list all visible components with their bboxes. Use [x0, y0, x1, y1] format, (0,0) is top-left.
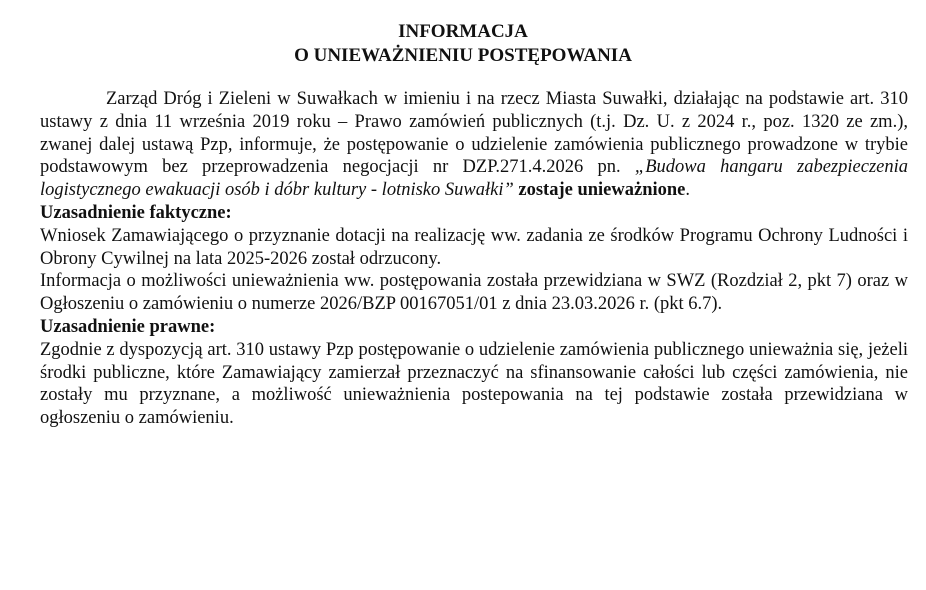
legal-heading: Uzasadnienie prawne:	[40, 316, 216, 337]
legal-paragraph: Zgodnie z dyspozycją art. 310 ustawy Pzp postępowanie o udzielenie zamówienia publicznego unieważnia się, jeżeli środki publiczne, które Zamawiający zamierzał przeznaczyć na sfinansowanie całości lub części zamówienia, nie zostały mu przyznane, a możliwość unieważnienia postepowania na tej podstawie została przewidziana w ogłoszeniu o zamówieniu.	[40, 339, 908, 429]
title-line-2: O UNIEWAŻNIENIU POSTĘPOWANIA	[294, 45, 632, 66]
factual-paragraph-2: Informacja o możliwości unieważnienia ww. postępowania została przewidziana w SWZ (Rozdział 2, pkt 7) oraz w Ogłoszeniu o zamówieniu o numerze 2026/BZP 00167051/01 z dnia 23.03.2026 r. (pkt 6.7).	[40, 271, 908, 315]
outcome-text: zostaje unieważnione	[513, 180, 686, 201]
title-line-1: INFORMACJA	[398, 21, 528, 42]
intro-text: Zarząd Dróg i Zieleni w Suwałkach w imieniu i na rzecz Miasta Suwałki, działając na podstawie art. 310 ustawy z dnia 11 września 2019 roku – Prawo zamówień publicznych (t.j. Dz. U. z 2024 r., poz. 1320 ze zm.), zwanej dalej ustawą Pzp, informuje, że postępowanie o udzielenie zamówienia publicznego prowadzone w trybie podstawowym bez przeprowadzenia negocjacji nr DZP.271.4.2026 pn.	[40, 89, 908, 178]
factual-paragraph-1: Wniosek Zamawiającego o przyznanie dotacji na realizację ww. zadania ze środków Programu Ochrony Ludności i Obrony Cywilnej na lata 2025-2026 został odrzucony.	[40, 225, 908, 269]
intro-end: .	[685, 180, 691, 201]
document-title	[0, 20, 926, 68]
factual-heading: Uzasadnienie faktyczne:	[40, 202, 232, 223]
intro-paragraph	[40, 88, 908, 202]
procurement-title: „Budowa hangaru zabezpieczenia logistycznego ewakuacji osób i dóbr kultury - lotnisko Suwałki”	[40, 157, 908, 201]
document-body	[40, 88, 908, 430]
